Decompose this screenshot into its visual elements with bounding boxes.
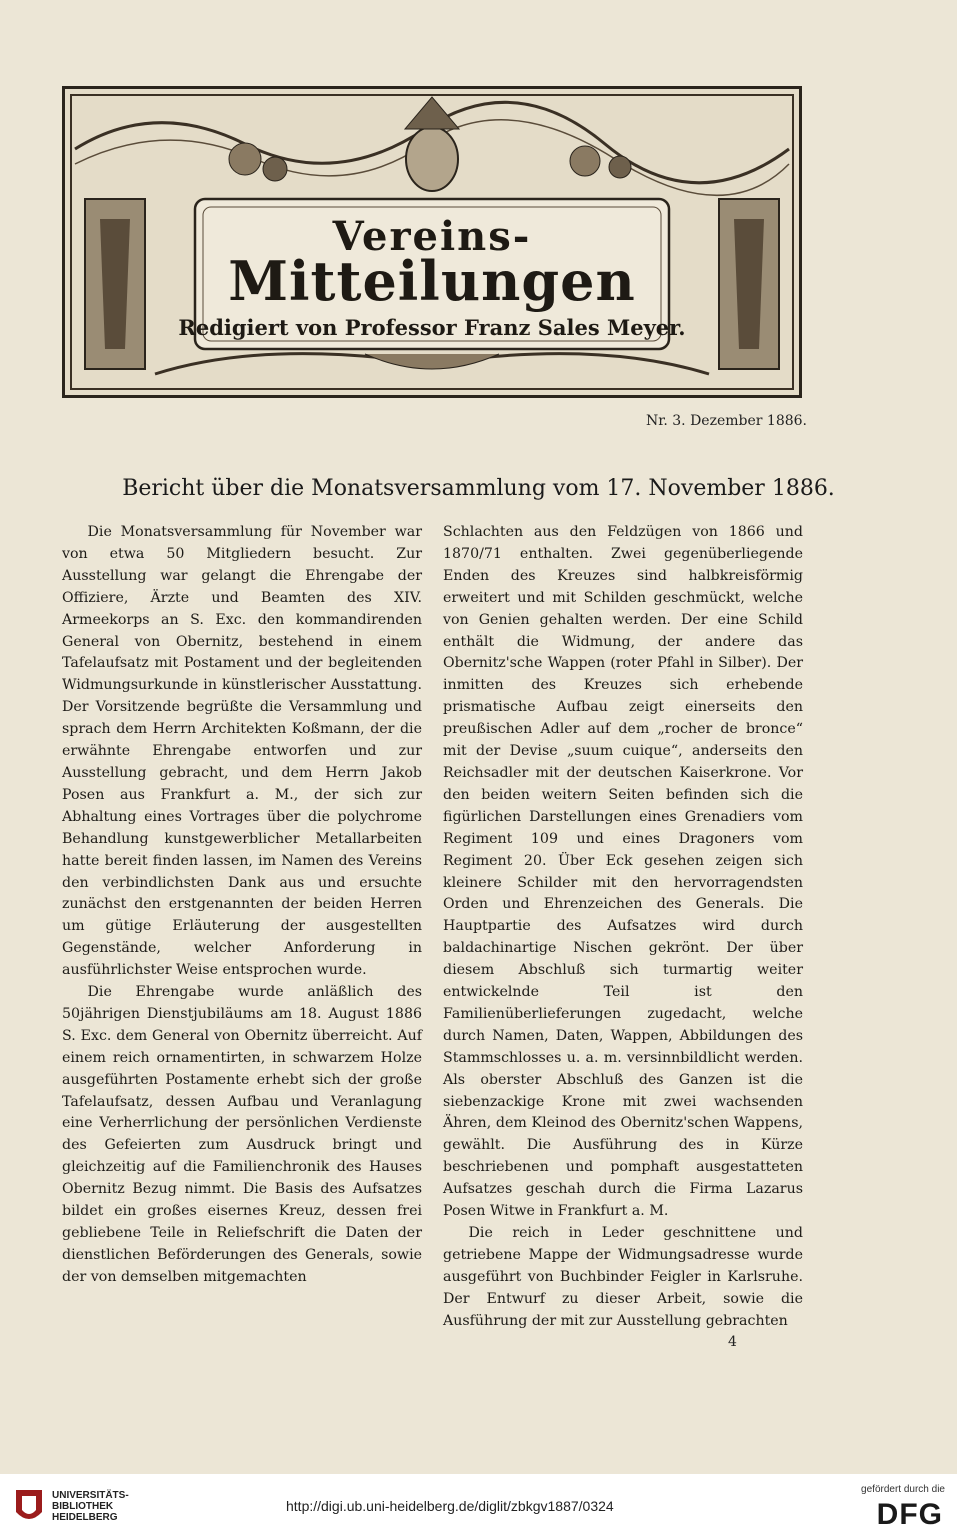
- masthead-editor-line: Redigiert von Professor Franz Sales Meyer.: [178, 315, 686, 340]
- right-paragraph-2: Die reich in Leder geschnittene und getriebene Mappe der Widmungsadresse wurde ausgeführt von Buchbinder Feigler in Karlsruhe. Der Entwurf zu dieser Arbeit, sowie die Ausführung der mit zur Ausstellung gebrachten: [443, 1225, 803, 1329]
- left-text-column: [62, 522, 422, 1289]
- institution-line-3: HEIDELBERG: [52, 1512, 118, 1523]
- masthead-title-line2: Mitteilungen: [228, 249, 636, 313]
- institution-name: [52, 1490, 129, 1523]
- left-paragraph-2: Die Ehrengabe wurde anläßlich des 50jährigen Dienstjubiläums am 18. August 1886 S. Exc. dem General von Obernitz überreicht. Auf einem reich ornamentirten, in schwarzem Holze ausgeführten Postamente erhebt sich der große Tafelaufsatz, dessen Aufbau und Veranlagung eine Verherrlichung der persönlichen Verdienste des Gefeierten zum Ausdruck bringt und gleichzeitig auf die Familienchronik des Hauses Obernitz Bezug nimmt. Die Basis des Aufsatzes bildet ein großes eisernes Kreuz, dessen frei gebliebene Teile in Reliefschrift die Daten der dienstlichen Beförderungen des Generals, sowie der von demselben mitgemachten: [62, 984, 422, 1285]
- right-paragraph-1: Schlachten aus den Feldzügen von 1866 und 1870/71 enthalten. Zwei gegenüberliegende Enden des Kreuzes sind halbkreisförmig erweitert und mit Schilden geschmückt, welche von Genien gehalten werden. Der eine Schild enthält die Widmung, der andere das Obernitz'sche Wappen (roter Pfahl in Silber). Der inmitten des Kreuzes sich erhebende prismatische Aufbau zeigt einerseits den preußischen Adler auf dem „rocher de bronce“ mit der Devise „suum cuique“, anderseits den Reichsadler mit der deutschen Kaiserkrone. Vor den beiden weitern Seiten befinden sich die figürlichen Darstellungen eines Grenadiers vom Regiment 109 und eines Dragoners vom Regiment 20. Über Eck gesehen zeigen sich kleinere Schilder mit den hervorragendsten Orden und Ehrenzeichen des Generals. Die Hauptpartie des Aufsatzes wird durch baldachinartige Nischen gekrönt. Der über diesem Abschluß sich turmartig weiter entwickelnde Teil ist den Familienüberlieferungen zugedacht, welche durch Namen, Daten, Wappen, Abbildungen des Stammschlosses u. a. m. versinnbildlicht werden. Als oberster Abschluß des Ganzen ist die siebenzackige Krone mit zwei wachsenden Ähren, dem Kleinod des Obernitz'schen Wappens, gewählt. Die Ausführung des in Kürze beschriebenen und pomphaft ausgestatteten Aufsatzes geschah durch die Firma Lazarus Posen Witwe in Frankfurt a. M.: [443, 524, 803, 1220]
- funding-note: gefördert durch die: [861, 1484, 945, 1495]
- issue-info: Nr. 3. Dezember 1886.: [645, 413, 807, 429]
- institution-line-2: BIBLIOTHEK: [52, 1501, 114, 1512]
- masthead-title-line1: Vereins-: [332, 213, 532, 260]
- viewer-footer: [0, 1474, 957, 1535]
- document-url-link[interactable]: http://digi.ub.uni-heidelberg.de/diglit/zbkgv1887/0324: [286, 1498, 614, 1514]
- dfg-logo: DFG: [876, 1498, 943, 1531]
- left-paragraph-1: Die Monatsversammlung für November war von etwa 50 Mitgliedern besucht. Zur Ausstellung war gelangt die Ehrengabe der Offiziere, Ärzte und Beamten des XIV. Armeekorps an S. Exc. den kommandirenden General von Obernitz, bestehend in einem Tafelaufsatz mit Postament und der begleitenden Widmungsurkunde in künstlerischer Ausstattung. Der Vorsitzende begrüßte die Versammlung und sprach dem Herrn Architekten Koßmann, der die erwähnte Ehrengabe entworfen und zur Ausstellung gebracht, und dem Herrn Jakob Posen aus Frankfurt a. M., der sich zur Abhaltung eines Vortrages über die polychrome Behandlung kunstgewerblicher Metallarbeiten hatte bereit finden lassen, im Namen des Vereins den verbindlichsten Dank aus und ersuchte zunächst den erstgenannten der beiden Herren um gütige Erläuterung der ausgestellten Gegenstände, welcher Anforderung in ausführlichster Weise entsprochen wurde.: [62, 524, 422, 979]
- page-number: 4: [728, 1334, 737, 1350]
- institution-line-1: UNIVERSITÄTS-: [52, 1490, 129, 1501]
- masthead-banner: [62, 86, 802, 398]
- right-text-column: [443, 522, 803, 1333]
- article-headline: Bericht über die Monatsversammlung vom 17. November 1886.: [122, 476, 835, 501]
- university-seal-icon: [14, 1488, 44, 1526]
